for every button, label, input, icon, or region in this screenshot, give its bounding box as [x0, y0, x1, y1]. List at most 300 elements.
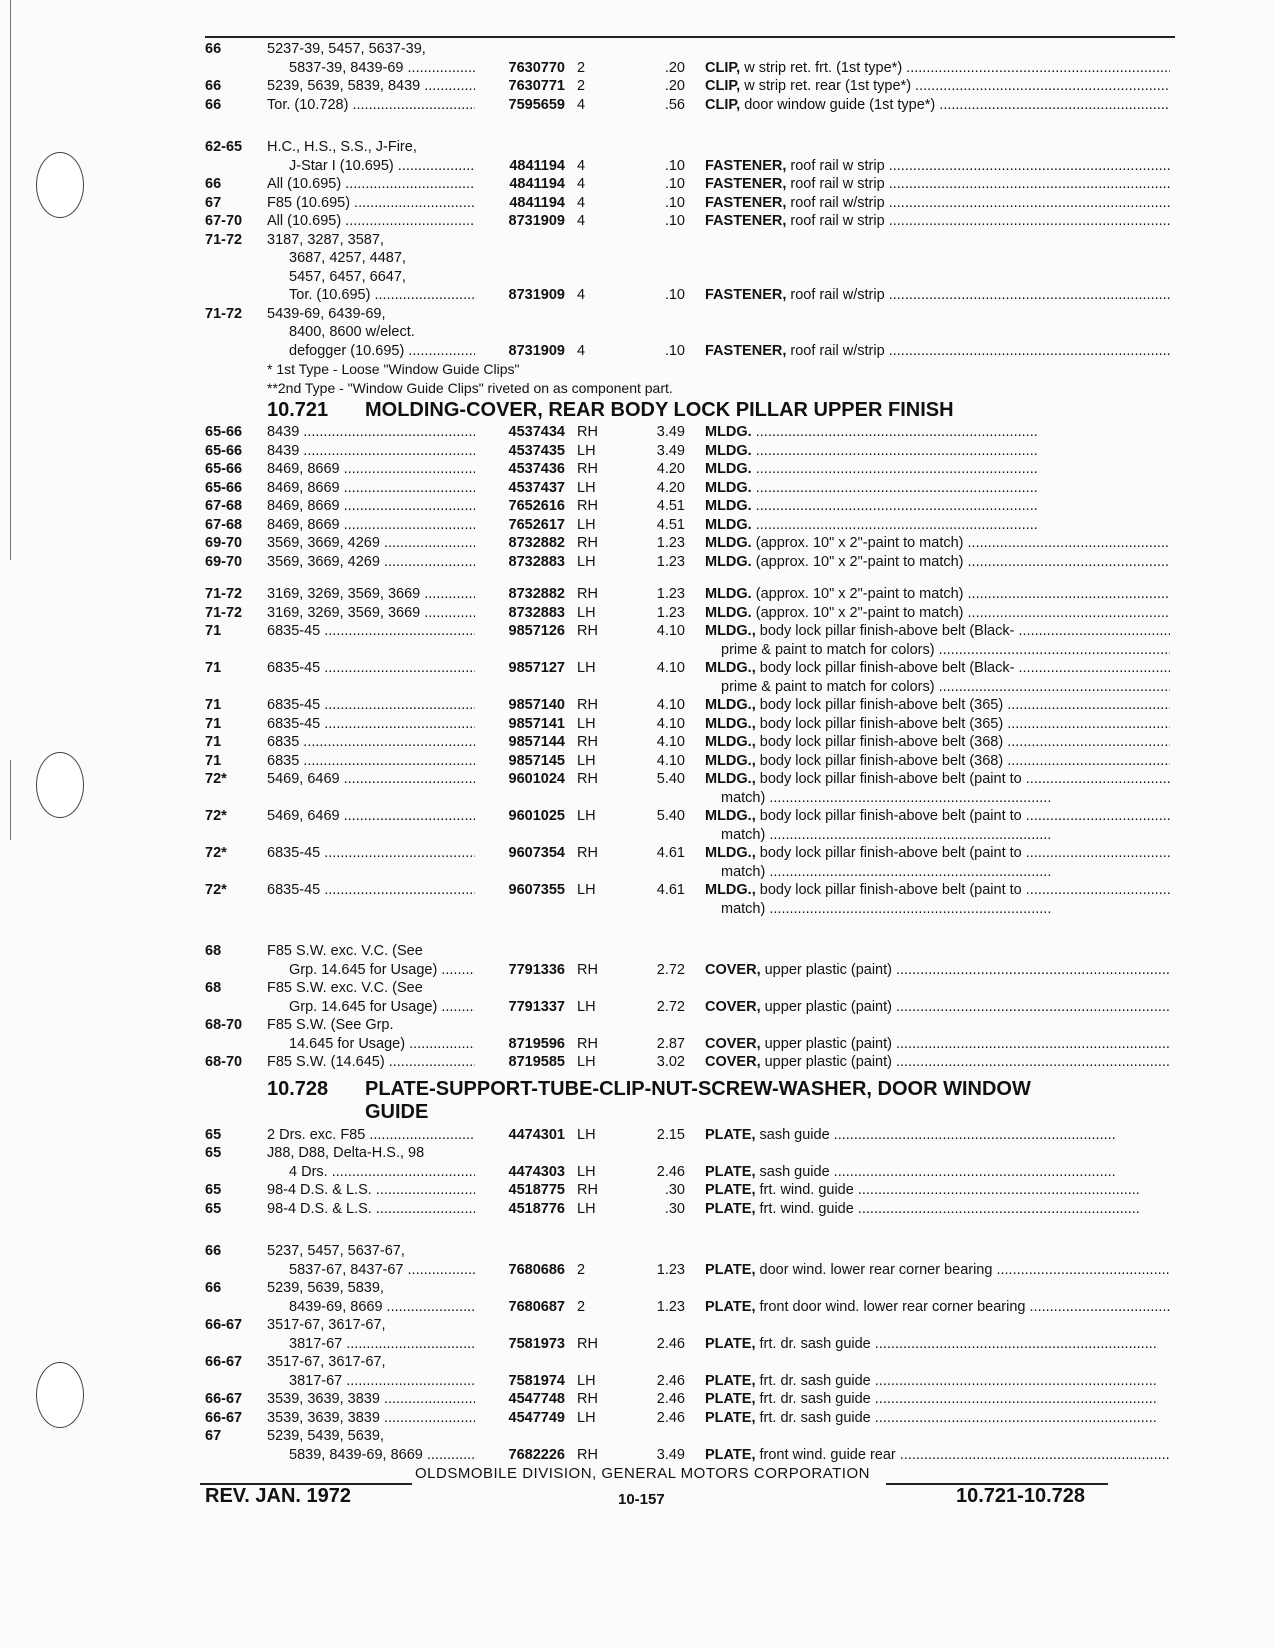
model-usage: 4 Drs. ..... [267, 1163, 475, 1182]
part-detail: body lock pillar finish-above belt (paint to [755, 882, 1022, 898]
price: 1.23 [656, 586, 685, 602]
part-row [205, 1053, 1175, 1072]
quantity: LH [577, 715, 596, 732]
part-row [205, 96, 1175, 115]
part-detail: body lock pillar finish-above belt (Black- [755, 623, 1015, 639]
part-name: MLDG. [705, 442, 752, 459]
part-description [705, 961, 1170, 980]
part-detail: w strip ret. rear (1st type*) [740, 78, 912, 94]
part-description [705, 733, 1170, 752]
part-detail: door window guide (1st type*) [740, 96, 936, 113]
section-moldings-a [205, 423, 1175, 571]
part-description [705, 212, 1170, 231]
quantity: RH [577, 461, 598, 477]
part-name: COVER, [705, 998, 761, 1015]
part-description [705, 1409, 1170, 1428]
part-description [705, 442, 1170, 461]
model-year: 68-70 [205, 1017, 243, 1033]
part-description [705, 659, 1170, 678]
footnote-text: **2nd Type - "Window Guide Clips" riveted on as component part. [267, 379, 673, 396]
price: .10 [664, 194, 685, 211]
part-name: MLDG. [705, 516, 752, 533]
price: 2.46 [656, 1163, 685, 1180]
model-usage: 3569, 3669, 4269 ..... [267, 534, 475, 553]
part-description [705, 1053, 1170, 1072]
model-year: 71 [205, 660, 222, 676]
part-number: 4841194 [509, 157, 565, 174]
part-name: FASTENER, [705, 176, 787, 192]
quantity: LH [577, 808, 596, 824]
part-description [705, 516, 1170, 535]
model-usage: 5237, 5457, 5637-67, [267, 1243, 405, 1259]
model-usage: 6835-45 ..... [267, 659, 475, 678]
quantity: RH [577, 535, 598, 551]
model-usage: Tor. (10.695) ..... [267, 286, 475, 305]
price: 3.49 [656, 424, 685, 440]
part-row-continued [205, 789, 1175, 808]
part-row [205, 1427, 1175, 1446]
model-year: 66 [205, 78, 222, 94]
part-name: CLIP, [705, 96, 741, 113]
quantity: RH [577, 734, 598, 750]
model-usage: J-Star I (10.695) ..... [267, 157, 475, 176]
quantity: RH [577, 623, 598, 639]
footer-division: OLDSMOBILE DIVISION, GENERAL MOTORS CORPORATION [415, 1465, 870, 1482]
model-usage: 5237-39, 5457, 5637-39, [267, 41, 426, 57]
price: .10 [664, 176, 685, 192]
quantity: LH [577, 553, 596, 570]
part-row [205, 1372, 1175, 1391]
quantity: 4 [577, 213, 586, 229]
model-usage: 5239, 5439, 5639, [267, 1428, 384, 1444]
model-usage: 5439-69, 6439-69, [267, 305, 386, 322]
part-row [205, 1353, 1175, 1372]
part-description [705, 479, 1170, 498]
price: 2.46 [656, 1391, 685, 1407]
part-name: MLDG., [705, 623, 756, 639]
quantity: 2 [577, 59, 586, 76]
price: 3.49 [656, 442, 685, 459]
part-number: 4841194 [509, 176, 565, 192]
model-year: 71-72 [205, 586, 243, 602]
part-number: 4518776 [508, 1200, 565, 1217]
group-header-10-721 [205, 397, 1175, 423]
part-row [205, 752, 1175, 771]
part-description-continued: match) ..... [721, 863, 1170, 882]
part-detail: sash guide [755, 1163, 830, 1180]
model-year: 68 [205, 943, 222, 959]
part-row [205, 77, 1175, 96]
part-row [205, 479, 1175, 498]
page-edge-line [10, 0, 11, 560]
quantity: LH [577, 998, 596, 1015]
part-description [705, 59, 1170, 78]
part-row [205, 138, 1175, 157]
model-year: 71 [205, 752, 222, 769]
binder-hole [36, 152, 84, 218]
part-name: MLDG. [705, 553, 752, 570]
part-name: MLDG., [705, 752, 756, 769]
quantity: 4 [577, 342, 586, 359]
model-year: 69-70 [205, 535, 243, 551]
part-row [205, 622, 1175, 641]
part-row [205, 844, 1175, 863]
model-usage: 6835-45 ..... [267, 844, 475, 863]
model-usage: 3817-67 ..... [267, 1372, 475, 1391]
model-usage: 5837-39, 8439-69 ..... [267, 59, 475, 78]
price: 4.10 [656, 715, 685, 732]
part-detail: (approx. 10" x 2"-paint to match) [751, 535, 964, 551]
model-year: 62-65 [205, 139, 243, 155]
part-name: MLDG., [705, 697, 756, 713]
model-year: 68-70 [205, 1054, 243, 1070]
model-year: 66 [205, 176, 222, 192]
model-usage: 8469, 8669 ..... [267, 460, 475, 479]
revision-date: REV. JAN. 1972 [205, 1485, 352, 1507]
part-name: MLDG. [705, 461, 752, 477]
quantity: LH [577, 1163, 596, 1180]
model-usage: 3687, 4257, 4487, [289, 250, 406, 266]
model-year: 65 [205, 1182, 222, 1198]
part-number: 9601024 [508, 771, 565, 787]
price: .10 [664, 287, 685, 303]
price: 4.20 [656, 461, 685, 477]
part-row [205, 305, 1175, 324]
model-year: 68 [205, 980, 222, 996]
model-usage: Tor. (10.728) ..... [267, 96, 475, 115]
part-detail: roof rail w/strip [786, 194, 885, 211]
part-number: 7581973 [508, 1335, 565, 1352]
part-row [205, 460, 1175, 479]
part-row-continued [205, 826, 1175, 845]
model-usage: 3169, 3269, 3569, 3669 ..... [267, 604, 475, 623]
part-detail: upper plastic (paint) [760, 1035, 892, 1052]
part-row [205, 231, 1175, 250]
quantity: LH [577, 479, 596, 496]
part-detail: frt. wind. guide [755, 1182, 854, 1198]
price: .10 [664, 342, 685, 359]
model-year: 66-67 [205, 1317, 243, 1333]
model-usage: 3517-67, 3617-67, [267, 1354, 386, 1370]
model-year: 71 [205, 715, 222, 732]
model-usage: 3539, 3639, 3839 ..... [267, 1409, 475, 1428]
quantity: LH [577, 882, 596, 898]
model-year: 72* [205, 771, 227, 787]
part-detail: roof rail w strip [786, 176, 885, 192]
section-clips [205, 40, 1175, 114]
quantity: RH [577, 845, 598, 861]
part-detail: front door wind. lower rear corner bearing [755, 1298, 1026, 1315]
part-description [705, 497, 1170, 516]
quantity: LH [577, 1409, 596, 1426]
quantity: LH [577, 1372, 596, 1389]
price: .10 [664, 157, 685, 174]
part-number: 9857145 [508, 752, 565, 769]
part-detail: roof rail w strip [786, 213, 885, 229]
model-usage: F85 S.W. exc. V.C. (See [267, 943, 423, 959]
part-name: FASTENER, [705, 287, 787, 303]
part-detail: (approx. 10" x 2"-paint to match) [751, 586, 964, 602]
price: 5.40 [656, 771, 685, 787]
part-row [205, 604, 1175, 623]
price: 4.10 [656, 734, 685, 750]
price: 1.23 [656, 1298, 685, 1315]
part-description-continued: match) ..... [721, 900, 1170, 919]
model-usage: 6835 ..... [267, 733, 475, 752]
part-description [705, 175, 1170, 194]
part-row [205, 175, 1175, 194]
part-description [705, 534, 1170, 553]
part-description [705, 1298, 1170, 1317]
model-year: 67 [205, 194, 222, 211]
part-name: FASTENER, [705, 157, 787, 174]
part-name: MLDG., [705, 660, 756, 676]
part-row [205, 961, 1175, 980]
model-year: 71-72 [205, 604, 243, 621]
part-name: MLDG. [705, 479, 752, 496]
section-moldings-b [205, 585, 1175, 918]
model-year: 66 [205, 1243, 222, 1259]
part-row [205, 1335, 1175, 1354]
part-detail: body lock pillar finish-above belt (Black- [755, 660, 1015, 676]
part-row-continued [205, 678, 1175, 697]
model-usage: 6835 ..... [267, 752, 475, 771]
model-year: 65-66 [205, 442, 243, 459]
part-description [705, 622, 1170, 641]
part-row [205, 212, 1175, 231]
part-description-continued: match) ..... [721, 826, 1170, 845]
part-number: 9857126 [508, 623, 565, 639]
model-usage: 5837-67, 8437-67 ..... [267, 1261, 475, 1280]
part-number: 7791336 [508, 961, 565, 978]
price: 4.51 [656, 498, 685, 514]
model-usage: defogger (10.695) ..... [267, 342, 475, 361]
part-number: 9607354 [508, 845, 565, 861]
price: 2.46 [656, 1372, 685, 1389]
part-number: 9601025 [508, 808, 565, 824]
model-year: 67-68 [205, 516, 243, 533]
model-usage: 3169, 3269, 3569, 3669 ..... [267, 585, 475, 604]
part-detail: body lock pillar finish-above belt (paint to [755, 808, 1022, 824]
model-usage: 6835-45 ..... [267, 696, 475, 715]
part-row-continued [205, 641, 1175, 660]
part-name: COVER, [705, 961, 761, 978]
model-year: 65-66 [205, 424, 243, 440]
part-description [705, 1390, 1170, 1409]
part-detail: sash guide [755, 1126, 830, 1143]
quantity: RH [577, 1335, 598, 1352]
part-detail: w strip ret. frt. (1st type*) [740, 59, 903, 76]
quantity: LH [577, 1200, 596, 1217]
quantity: RH [577, 498, 598, 514]
model-usage: 3539, 3639, 3839 ..... [267, 1390, 475, 1409]
price: 4.10 [656, 697, 685, 713]
part-row [205, 534, 1175, 553]
part-description [705, 194, 1170, 213]
model-year: 71 [205, 623, 222, 639]
model-year: 72* [205, 808, 227, 824]
part-name: MLDG., [705, 808, 756, 824]
part-row [205, 1144, 1175, 1163]
part-detail: body lock pillar finish-above belt (365) [755, 715, 1004, 732]
model-usage: 3569, 3669, 4269 ..... [267, 553, 475, 572]
part-row [205, 442, 1175, 461]
model-usage: F85 S.W. (14.645) ..... [267, 1053, 475, 1072]
part-row [205, 1261, 1175, 1280]
part-row [205, 1409, 1175, 1428]
part-name: CLIP, [705, 78, 741, 94]
part-name: MLDG., [705, 845, 756, 861]
price: .20 [664, 59, 685, 76]
part-description [705, 1200, 1170, 1219]
model-usage: F85 (10.695) ..... [267, 194, 475, 213]
quantity: 4 [577, 157, 586, 174]
price: 2.46 [656, 1335, 685, 1352]
quantity: RH [577, 1446, 598, 1463]
part-description-continued: prime & paint to match for colors) ..... [721, 678, 1170, 697]
part-row [205, 286, 1175, 305]
part-description [705, 1126, 1170, 1145]
model-usage: All (10.695) ..... [267, 175, 475, 194]
part-name: FASTENER, [705, 213, 787, 229]
model-usage: Grp. 14.645 for Usage) ..... [267, 998, 475, 1017]
part-row [205, 1298, 1175, 1317]
part-name: MLDG. [705, 498, 752, 514]
model-usage: 5457, 6457, 6647, [289, 268, 406, 285]
part-name: PLATE, [705, 1391, 756, 1407]
part-row [205, 659, 1175, 678]
part-name: PLATE, [705, 1200, 756, 1217]
part-row [205, 979, 1175, 998]
part-name: COVER, [705, 1035, 761, 1052]
model-usage: 6835-45 ..... [267, 881, 475, 900]
part-row [205, 1390, 1175, 1409]
part-detail: roof rail w strip [786, 157, 885, 174]
part-description [705, 752, 1170, 771]
part-row [205, 342, 1175, 361]
model-usage: J88, D88, Delta-H.S., 98 [267, 1145, 425, 1161]
group-number: 10.721 [267, 399, 329, 421]
part-number: 4537434 [508, 424, 565, 440]
quantity: 2 [577, 1298, 586, 1315]
price: 1.23 [656, 1261, 685, 1278]
part-detail: body lock pillar finish-above belt (paint to [755, 771, 1022, 787]
group-number: 10.728 [267, 1077, 329, 1100]
part-detail: roof rail w/strip [786, 342, 885, 359]
part-description-continued: match) ..... [721, 789, 1170, 808]
model-usage: F85 S.W. (See Grp. [267, 1017, 394, 1033]
part-detail: frt. dr. sash guide [755, 1335, 871, 1352]
parts-catalog-page [205, 40, 1175, 1464]
part-name: PLATE, [705, 1372, 756, 1389]
part-description [705, 460, 1170, 479]
part-row [205, 157, 1175, 176]
part-row [205, 807, 1175, 826]
model-year: 69-70 [205, 553, 243, 570]
model-usage: F85 S.W. exc. V.C. (See [267, 980, 423, 996]
part-number: 7791337 [508, 998, 565, 1015]
part-name: MLDG. [705, 586, 752, 602]
part-name: PLATE, [705, 1182, 756, 1198]
part-detail: body lock pillar finish-above belt (368) [755, 752, 1004, 769]
part-row [205, 1035, 1175, 1054]
model-year: 67-68 [205, 498, 243, 514]
part-description [705, 604, 1170, 623]
part-row [205, 1316, 1175, 1335]
price: 4.61 [656, 845, 685, 861]
group-title: PLATE-SUPPORT-TUBE-CLIP-NUT-SCREW-WASHER, DOOR WINDOW [365, 1077, 1031, 1100]
model-year: 72* [205, 882, 227, 898]
footnote-row [205, 360, 1175, 379]
part-detail: frt. dr. sash guide [755, 1409, 871, 1426]
part-number: 8731909 [508, 213, 565, 229]
part-detail: frt. wind. guide [755, 1200, 854, 1217]
quantity: RH [577, 697, 598, 713]
part-number: 4841194 [509, 194, 565, 211]
part-row [205, 516, 1175, 535]
model-usage: Grp. 14.645 for Usage) ..... [267, 961, 475, 980]
part-row [205, 194, 1175, 213]
model-usage: 5469, 6469 ..... [267, 770, 475, 789]
quantity: LH [577, 516, 596, 533]
model-usage: 3517-67, 3617-67, [267, 1317, 386, 1333]
part-number: 7630770 [508, 59, 565, 76]
quantity: LH [577, 752, 596, 769]
model-year: 66 [205, 96, 222, 113]
part-description [705, 342, 1170, 361]
part-name: MLDG., [705, 734, 756, 750]
price: 2.46 [656, 1409, 685, 1426]
model-usage: 98-4 D.S. & L.S. ..... [267, 1181, 475, 1200]
part-description [705, 157, 1170, 176]
part-number: 7595659 [508, 96, 565, 113]
price: 5.40 [656, 808, 685, 824]
part-row [205, 770, 1175, 789]
part-row [205, 423, 1175, 442]
price: .56 [664, 96, 685, 113]
quantity: RH [577, 771, 598, 787]
part-detail: body lock pillar finish-above belt (368) [755, 734, 1004, 750]
part-number: 4474303 [508, 1163, 565, 1180]
price: 3.02 [656, 1054, 685, 1070]
part-row [205, 1200, 1175, 1219]
section-plates-a [205, 1126, 1175, 1219]
part-row [205, 585, 1175, 604]
section-plates-b [205, 1242, 1175, 1464]
part-name: MLDG. [705, 424, 752, 440]
model-usage: 6835-45 ..... [267, 715, 475, 734]
footnotes [205, 360, 1175, 397]
part-row [205, 323, 1175, 342]
part-name: MLDG., [705, 771, 756, 787]
part-description [705, 715, 1170, 734]
model-usage: 3187, 3287, 3587, [267, 231, 384, 248]
part-description [705, 286, 1170, 305]
quantity: 4 [577, 194, 586, 211]
quantity: RH [577, 1391, 598, 1407]
part-detail: frt. dr. sash guide [755, 1391, 871, 1407]
part-description [705, 1181, 1170, 1200]
part-row [205, 1181, 1175, 1200]
model-year: 67-70 [205, 213, 243, 229]
model-year: 71-72 [205, 231, 243, 248]
part-name: PLATE, [705, 1126, 756, 1143]
part-name: COVER, [705, 1054, 761, 1070]
part-number: 8731909 [508, 342, 565, 359]
part-row [205, 942, 1175, 961]
price: 4.51 [656, 516, 685, 533]
part-name: FASTENER, [705, 342, 787, 359]
